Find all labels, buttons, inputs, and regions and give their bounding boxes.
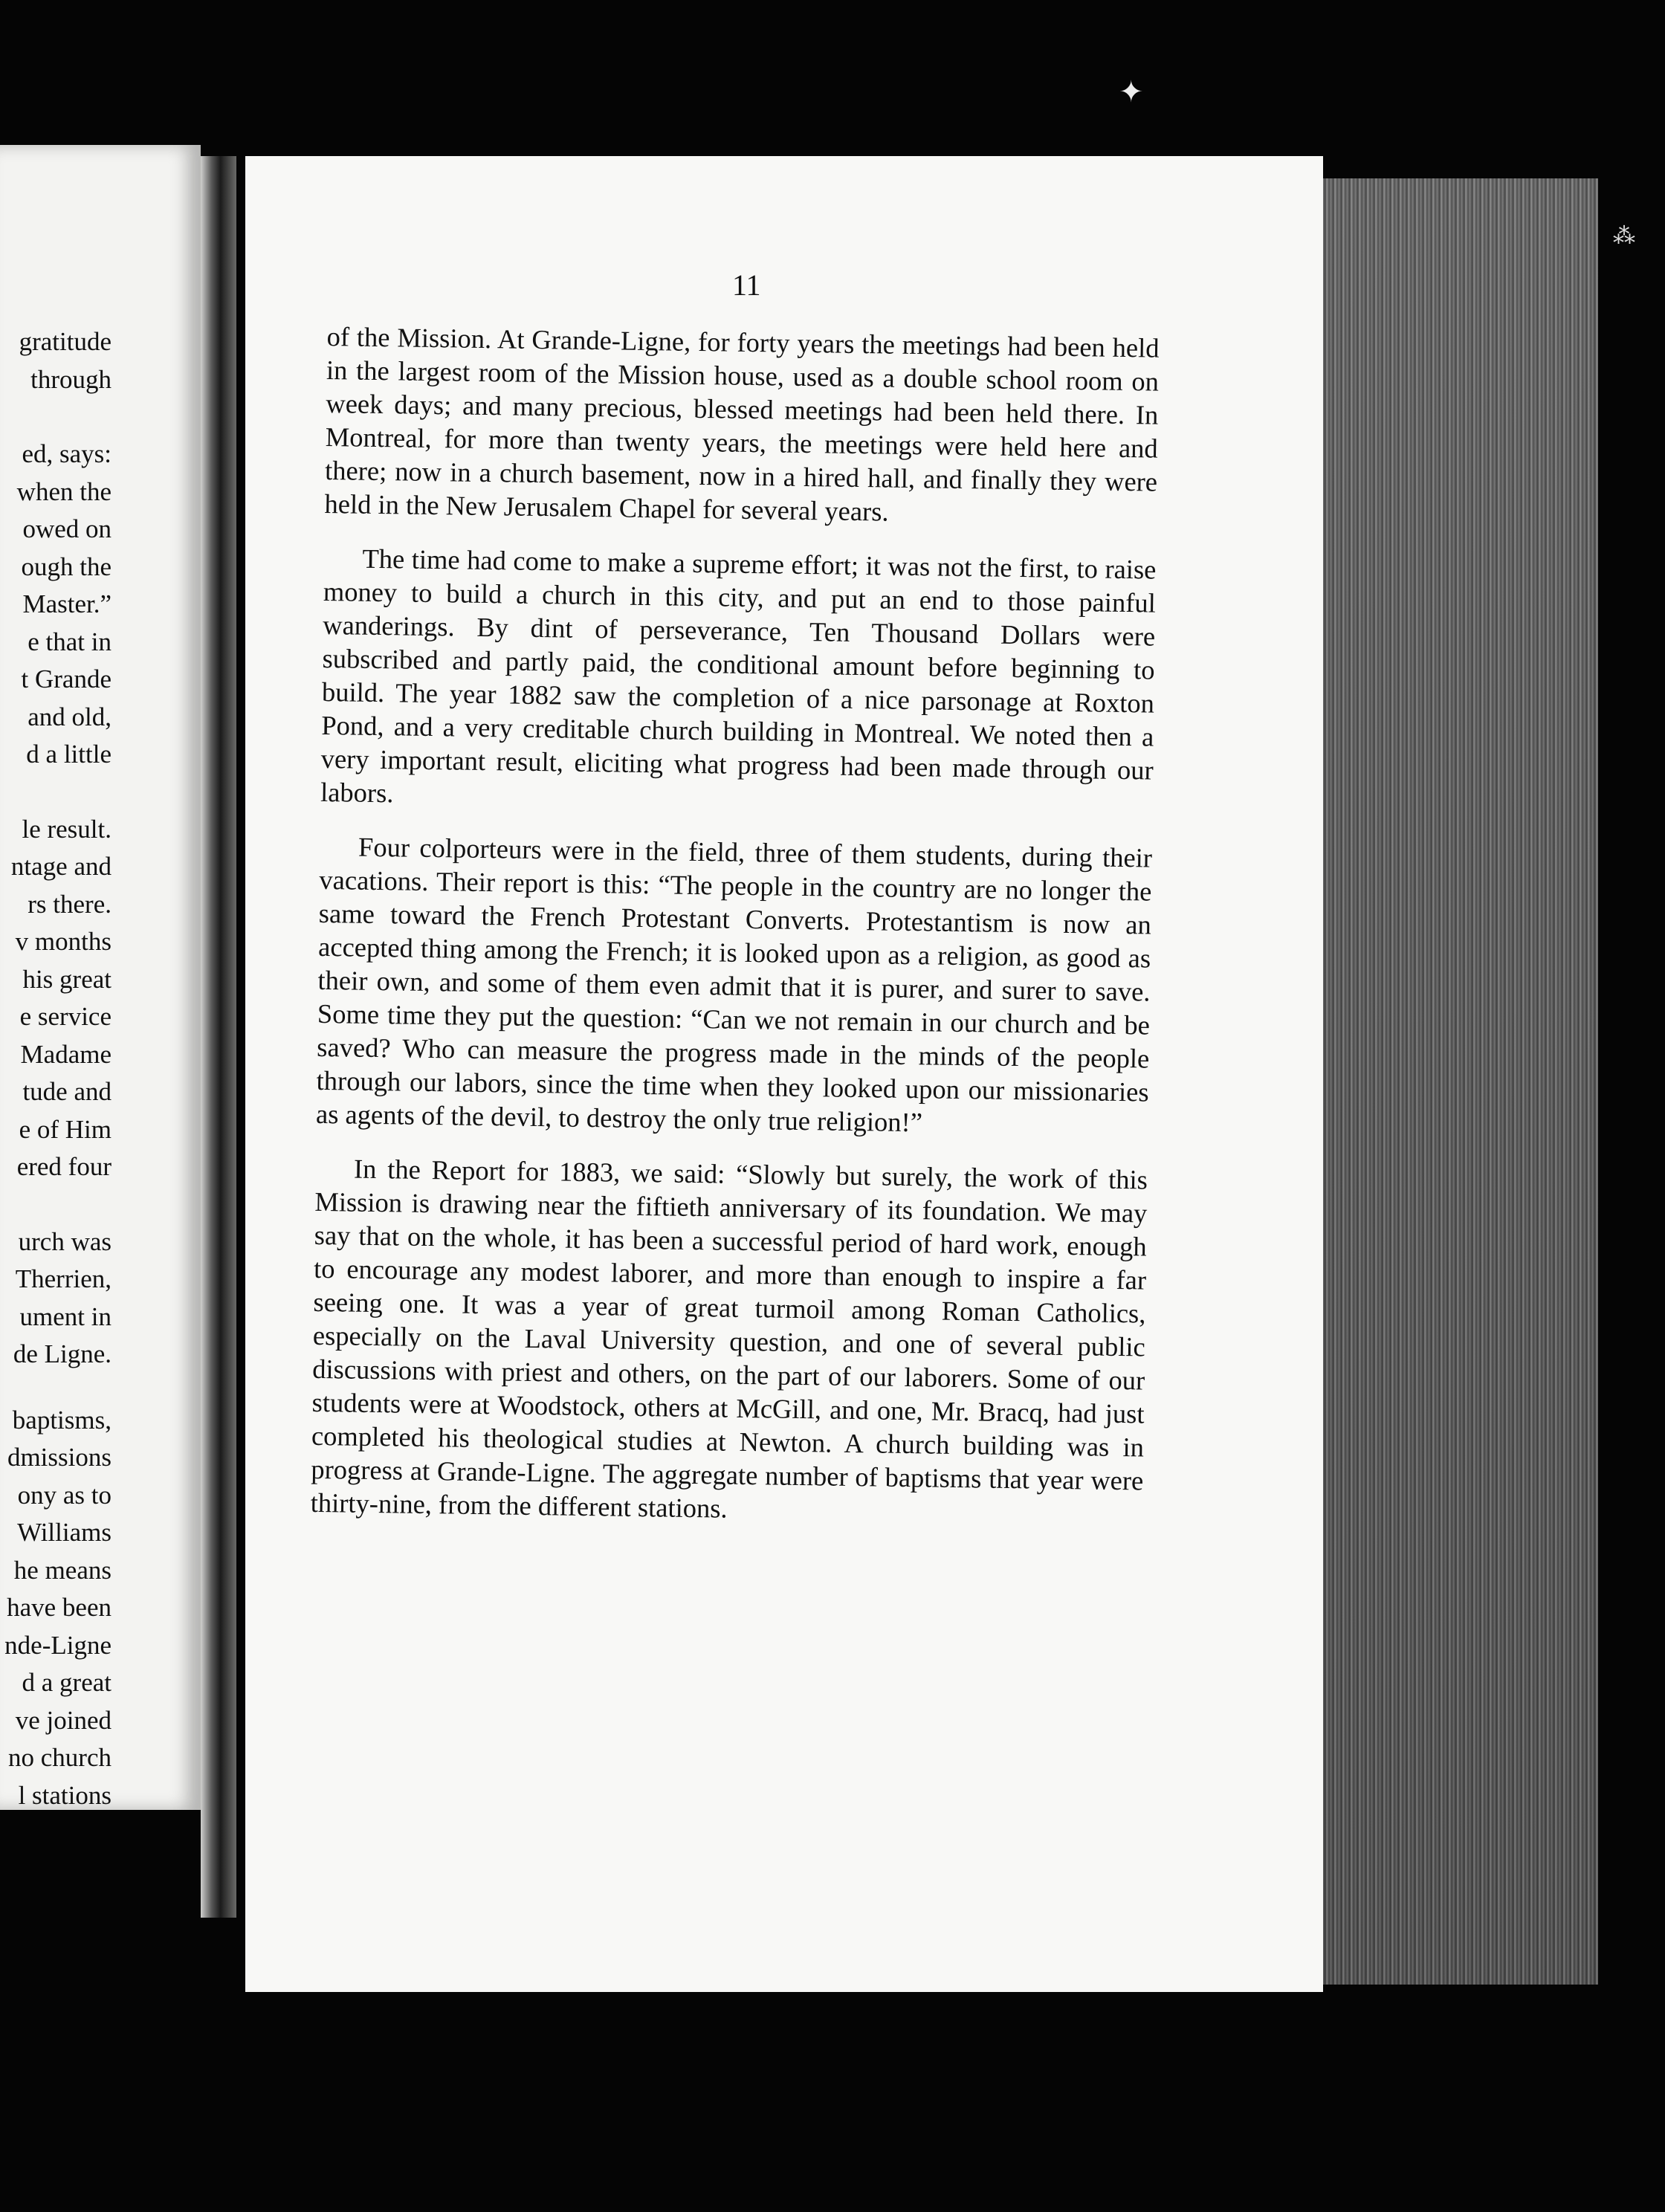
left-line: d a great bbox=[22, 1668, 111, 1697]
speck-mark: ✦ bbox=[1119, 75, 1144, 109]
left-page-text bbox=[0, 323, 111, 1814]
left-line: have been bbox=[7, 1593, 111, 1622]
left-line: t Grande bbox=[21, 664, 111, 693]
left-line: urch was bbox=[18, 1226, 111, 1256]
left-line: l stations bbox=[18, 1780, 111, 1810]
book-gutter bbox=[201, 156, 236, 1918]
left-line: ument in bbox=[19, 1301, 111, 1331]
left-line: owed on bbox=[22, 514, 111, 543]
speck-mark: ⁂ bbox=[1613, 224, 1635, 248]
left-line: baptisms, bbox=[12, 1405, 111, 1435]
left-line: ough the bbox=[21, 552, 111, 581]
left-line: ony as to bbox=[17, 1480, 111, 1510]
page-edges bbox=[1323, 178, 1598, 1985]
left-line: dmissions bbox=[7, 1443, 111, 1472]
left-line: rs there. bbox=[28, 889, 111, 919]
left-line: le result. bbox=[22, 814, 111, 844]
left-line: de Ligne. bbox=[13, 1339, 111, 1368]
left-line: e service bbox=[19, 1002, 111, 1031]
left-line: d a little bbox=[26, 740, 111, 769]
left-line: Williams bbox=[17, 1518, 111, 1547]
left-line: Therrien, bbox=[15, 1264, 111, 1293]
paragraph: of the Mission. At Grande-Ligne, for forty years the meetings had been held in the largest room of the Mission house, used as a double school room on week days; and many precious, blessed meetings had been held there. In Montreal, for more than twenty years, the meetings were held here and there; now in a church basement, now in a hired hall, and finally they were held in the New Jerusalem Chapel for several years. bbox=[324, 320, 1160, 527]
left-line: Master.” bbox=[22, 589, 111, 618]
paragraph: Four colporteurs were in the field, three of them students, during their vacations. Their report is this: “The people in the country are no longer the same toward the French Protestant Converts. Protestantism is now an accepted thing among the French; it is looked upon as a religion, as good as their own, and some of them even admit that it is purer, and surer to save. Some time they put the question: “Can we not remain in our church and be saved? Who can measure the progress made in the minds of the people through our labors, since the time when they looked upon our missionaries as agents of the devil, to destroy the only true religion!” bbox=[315, 831, 1153, 1138]
left-line: his great bbox=[22, 964, 111, 994]
left-line: ntage and bbox=[10, 852, 111, 881]
left-line: when the bbox=[16, 476, 111, 506]
left-line: e that in bbox=[28, 627, 111, 656]
left-line: ered four bbox=[16, 1152, 111, 1181]
left-line: gratitude bbox=[19, 327, 111, 356]
left-line: ed, says: bbox=[22, 439, 111, 468]
paragraph: The time had come to make a supreme effort; it was not the first, to raise money to build a church in this city, and put an end to those painful wanderings. By dint of perseverance, Ten Thousand Dollars were subscribed and partly paid, the conditional amount before beginning to build. The year 1882 saw the completion of a nice parsonage at Roxton Pond, and a very creditable church building in Montreal. We noted then a very important result, eliciting what progress had been made through our labors. bbox=[320, 543, 1157, 809]
left-line: he means bbox=[13, 1555, 111, 1585]
left-line: Madame bbox=[20, 1039, 111, 1069]
left-line: ve joined bbox=[15, 1705, 111, 1735]
page-number: 11 bbox=[732, 268, 761, 302]
left-line: through bbox=[30, 364, 111, 394]
left-line: and old, bbox=[28, 702, 111, 731]
left-line: tude and bbox=[22, 1077, 111, 1106]
left-line: no church bbox=[8, 1743, 111, 1772]
left-page bbox=[0, 145, 201, 1810]
body-text bbox=[310, 320, 1160, 1551]
left-line: nde-Ligne bbox=[4, 1630, 111, 1660]
left-line: v months bbox=[15, 927, 111, 956]
left-line: e of Him bbox=[19, 1114, 111, 1144]
paragraph: In the Report for 1883, we said: “Slowly but surely, the work of this Mission is drawing near the fiftieth anniversary of its foundation. We may say that on the whole, it has been a successful period of hard work, enough to encourage any modest laborer, and more than enough to inspire a far seeing one. It was a year of great turmoil among Roman Catholics, especially on the Laval University question, and one of several public discussions with priest and others, on the part of our laborers. Some of our students were at Woodstock, others at McGill, and one, Mr. Bracq, had just completed his theological studies at Newton. A church building was in progress at Grande-Ligne. The aggregate number of baptisms that year were thirty-nine, from the different stations. bbox=[310, 1153, 1148, 1524]
